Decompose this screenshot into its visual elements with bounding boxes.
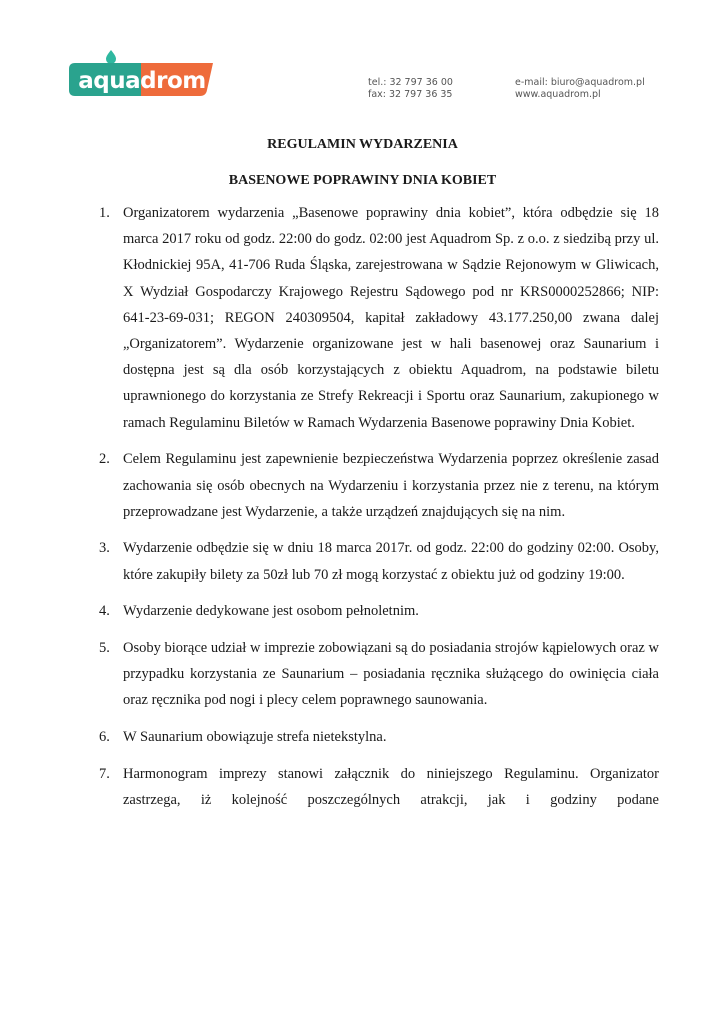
logo-water-drop — [106, 50, 116, 64]
item-text: Celem Regulaminu jest zapewnienie bezpieczeństwa Wydarzenia poprzez określenie zasad zachowania się osób obecnych na Wydarzeniu i korzystania przez nie z terenu, na którym przeprowadzane jest Wydarzenie, a także urządzeń znajdujących się na nim. — [123, 451, 659, 520]
list-item — [99, 724, 659, 750]
logo-text: aquadrom — [78, 68, 206, 94]
list-item — [99, 535, 659, 587]
list-item — [99, 446, 659, 525]
contact-phone-block — [368, 77, 453, 101]
item-number: 6. — [99, 729, 110, 746]
item-text: Osoby biorące udział w imprezie zobowiązani są do posiadania strojów kąpielowych oraz w przypadku korzystania ze Saunarium – posiadania ręcznika służącego do owinięcia ciała oraz ręcznika pod nogi i plecy celem poprawnego saunowania. — [123, 640, 659, 709]
item-number: 3. — [99, 540, 110, 557]
item-number: 4. — [99, 603, 110, 620]
contact-email[interactable]: e-mail: biuro@aquadrom.pl — [515, 77, 645, 88]
document-subtitle: BASENOWE POPRAWINY DNIA KOBIET — [228, 173, 497, 188]
contact-fax: fax: 32 797 36 35 — [368, 89, 453, 100]
item-number: 1. — [99, 205, 110, 221]
contact-online-block — [515, 77, 645, 101]
item-number: 5. — [99, 640, 110, 657]
item-text: Organizatorem wydarzenia „Basenowe poprawiny dnia kobiet”, która odbędzie się 18 marca 2017 roku od godz. 22:00 do godz. 02:00 jest Aquadrom Sp. z o.o. z siedzibą przy ul. Kłodnickiej 95A, 41-706 Ruda Śląska, zarejestrowana w Sądzie Rejonowym w Gliwicach, X Wydział Gospodarczy Krajowego Rejestru Sądowego pod nr KRS0000252866; NIP: 641-23-69-031; REGON 240309504, kapitał zakładowy 43.177.250,00 zwana dalej „Organizatorem”. Wydarzenie organizowane jest w hali basenowej oraz Saunarium i dostępna jest są dla osób korzystających z obiektu Aquadrom, na podstawie biletu uprawnionego do korzystania ze Strefy Rekreacji i Sportu oraz Saunarium, zakupionego w ramach Regulaminu Biletów w Ramach Wydarzenia Basenowe poprawiny Dnia Kobiet. — [123, 205, 659, 431]
item-text: Wydarzenie dedykowane jest osobom pełnoletnim. — [123, 603, 419, 620]
document-title: REGULAMIN WYDARZENIA — [267, 137, 458, 152]
item-number: 7. — [99, 765, 110, 782]
item-text: W Saunarium obowiązuje strefa nietekstylna. — [123, 729, 387, 746]
item-number: 2. — [99, 451, 110, 468]
aquadrom-logo — [67, 50, 215, 100]
item-text: Harmonogram imprezy stanowi załącznik do niniejszego Regulaminu. Organizator zastrzega, iż kolejność poszczególnych atrakcji, jak i godziny podane — [123, 765, 659, 809]
contact-phone: tel.: 32 797 36 00 — [368, 77, 453, 88]
list-item — [99, 761, 659, 813]
regulations-list — [99, 200, 659, 824]
list-item — [99, 635, 659, 714]
contact-web[interactable]: www.aquadrom.pl — [515, 89, 601, 100]
list-item — [99, 200, 659, 436]
list-item — [99, 598, 659, 624]
item-text: Wydarzenie odbędzie się w dniu 18 marca 2017r. od godz. 22:00 do godziny 02:00. Osoby, które zakupiły bilety za 50zł lub 70 zł mogą korzystać z obiektu już od godziny 19:00. — [123, 540, 659, 583]
